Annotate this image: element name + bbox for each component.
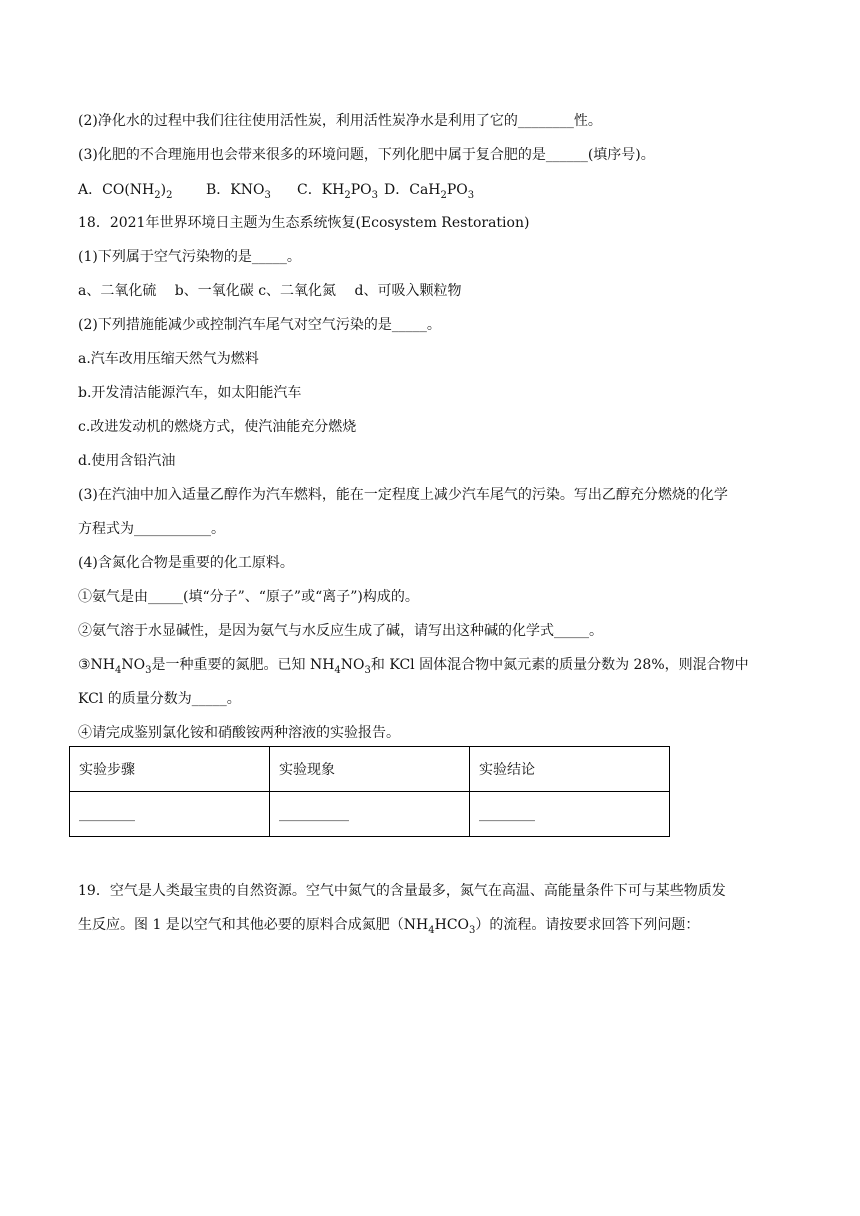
q18-part3-line2: 方程式为___________。	[78, 521, 225, 537]
q18-part4-item2: ②氨气溶于水显碱性，是因为氨气与水反应生成了碱，请写出这种碱的化学式_____。	[78, 623, 603, 639]
q18-part4: (4)含氮化合物是重要的化工原料。	[78, 555, 294, 571]
option-c: C．$KH_2PO_3$	[297, 182, 379, 201]
q18-part2-option-b: b.开发清洁能源汽车，如太阳能汽车	[78, 385, 302, 401]
q17-part3: (3)化肥的不合理施用也会带来很多的环境问题，下列化肥中属于复合肥的是______(填序号)。	[78, 147, 655, 163]
q18-part4-item4: ④请完成鉴别氯化铵和硝酸铵两种溶液的实验报告。	[78, 725, 400, 741]
q18-part2: (2)下列措施能减少或控制汽车尾气对空气污染的是_____。	[78, 317, 441, 333]
q18-part2-option-d: d.使用含铅汽油	[78, 453, 176, 469]
q18-part4-item1: ①氨气是由_____(填“分子”、“原子”或“离子”)构成的。	[78, 589, 419, 605]
table-header-row	[70, 747, 670, 792]
header-cell-conclusion: 实验结论	[470, 747, 670, 792]
q17-part2: (2)净化水的过程中我们往往使用活性炭，利用活性炭净水是利用了它的________性。	[78, 113, 602, 129]
q18-part1: (1)下列属于空气污染物的是_____。	[78, 249, 301, 265]
q18-part4-item3: $③NH_4NO_3$是一种重要的氮肥。已知 $NH_4NO_3$和 KCl 固体混合物中氮元素的质量分数为 28%，则混合物中	[78, 657, 749, 676]
q18-part2-option-c: c.改进发动机的燃烧方式，使汽油能充分燃烧	[78, 419, 357, 435]
table-row	[70, 792, 670, 837]
answer-cell-conclusion: ________	[470, 792, 670, 837]
option-b: B．$KNO_3$	[206, 182, 271, 201]
q18-part1-options: a、二氧化硫 b、一氧化碳 c、二氧化氮 d、可吸入颗粒物	[78, 283, 462, 299]
q18-part4-item3-line2: KCl 的质量分数为_____。	[78, 691, 241, 707]
q18-part2-option-a: a.汽车改用压缩天然气为燃料	[78, 351, 259, 367]
header-cell-phenomena: 实验现象	[270, 747, 470, 792]
option-d: D．$CaH_2PO_3$	[384, 182, 475, 201]
q18-title: 18．2021年世界环境日主题为生态系统恢复(Ecosystem Restoration)	[78, 215, 530, 231]
answer-cell-phenomena: __________	[270, 792, 470, 837]
experiment-report-table	[69, 746, 670, 837]
q19-line1: 19．空气是人类最宝贵的自然资源。空气中氮气的含量最多，氮气在高温、高能量条件下可与某些物质发	[78, 883, 726, 899]
q19-line2: 生反应。图 1 是以空气和其他必要的原料合成氮肥$(NH_4HCO_3)$的流程。请按要求回答下列问题：	[78, 917, 700, 936]
header-cell-steps: 实验步骤	[70, 747, 270, 792]
answer-cell-steps: ________	[70, 792, 270, 837]
q17-options	[78, 180, 474, 200]
option-a: A．$CO(NH_2)_2$	[78, 182, 173, 201]
q18-part3-line1: (3)在汽油中加入适量乙醇作为汽车燃料，能在一定程度上减少汽车尾气的污染。写出乙醇充分燃烧的化学	[78, 487, 728, 503]
